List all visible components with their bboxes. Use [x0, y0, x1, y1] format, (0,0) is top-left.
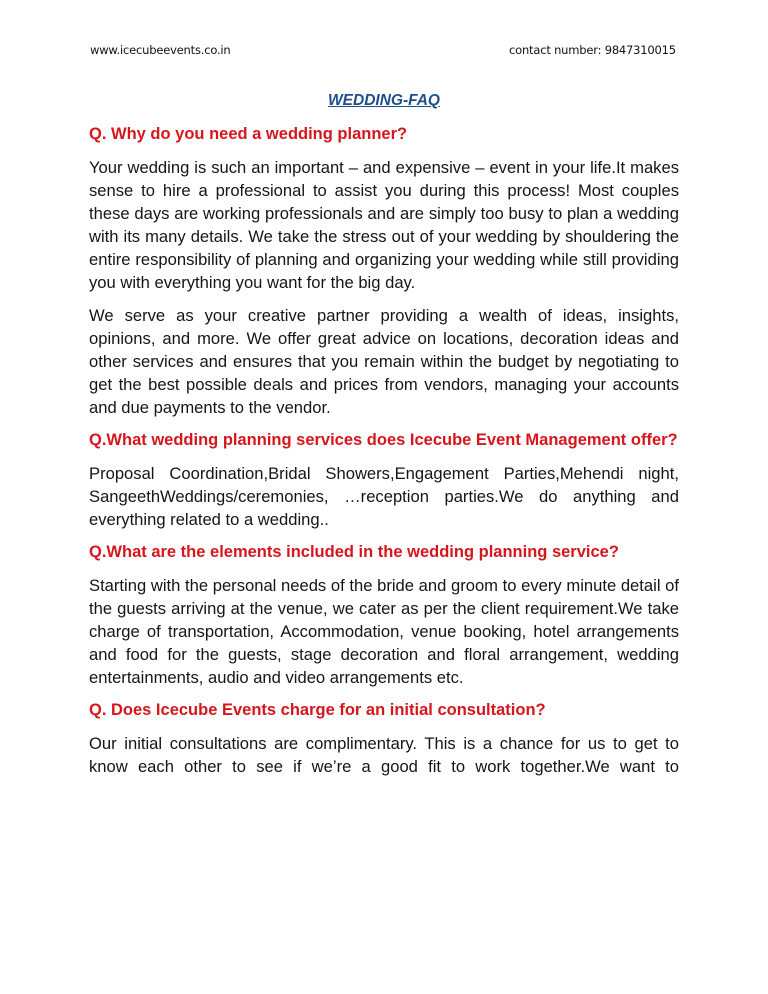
- faq-content: [89, 123, 679, 788]
- faq-question-3: Q.What are the elements included in the wedding planning service?: [89, 543, 619, 561]
- faq-answer-1-paragraph-2: We serve as your creative partner providing a wealth of ideas, insights, opinions, and more. We offer great advice on locations, decoration ideas and other services and ensures that you remain within the budget by negotiating to get the best possible deals and prices from vendors, managing your accounts and due payments to the vendor.: [89, 306, 679, 417]
- faq-answer-4: Our initial consultations are complimentary. This is a chance for us to get to know each other to see if we’re a good fit to work together.We want to: [89, 734, 679, 776]
- header-website: www.icecubeevents.co.in: [90, 43, 231, 57]
- faq-answer-3: Starting with the personal needs of the bride and groom to every minute detail of the guests arriving at the venue, we cater as per the client requirement.We take charge of transportation, Accommodation, venue booking, hotel arrangements and food for the guests, stage decoration and floral arrangement, wedding entertainments, audio and video arrangements etc.: [89, 576, 679, 687]
- faq-question-1: Q. Why do you need a wedding planner?: [89, 125, 408, 143]
- faq-question-2: Q.What wedding planning services does Icecube Event Management offer?: [89, 431, 678, 449]
- faq-answer-2: Proposal Coordination,Bridal Showers,Engagement Parties,Mehendi night, SangeethWeddings/ceremonies, …reception parties.We do anything and everything related to a wedding..: [89, 464, 679, 529]
- faq-answer-1-paragraph-1: Your wedding is such an important – and expensive – event in your life.It makes sense to hire a professional to assist you during this process! Most couples these days are working professionals and are simply too busy to plan a wedding with its many details. We take the stress out of your wedding by shouldering the entire responsibility of planning and organizing your wedding while still providing you with everything you want for the big day.: [89, 158, 679, 292]
- faq-question-4: Q. Does Icecube Events charge for an initial consultation?: [89, 701, 546, 719]
- page-title: WEDDING-FAQ: [328, 92, 440, 109]
- header-contact-number: contact number: 9847310015: [509, 43, 676, 57]
